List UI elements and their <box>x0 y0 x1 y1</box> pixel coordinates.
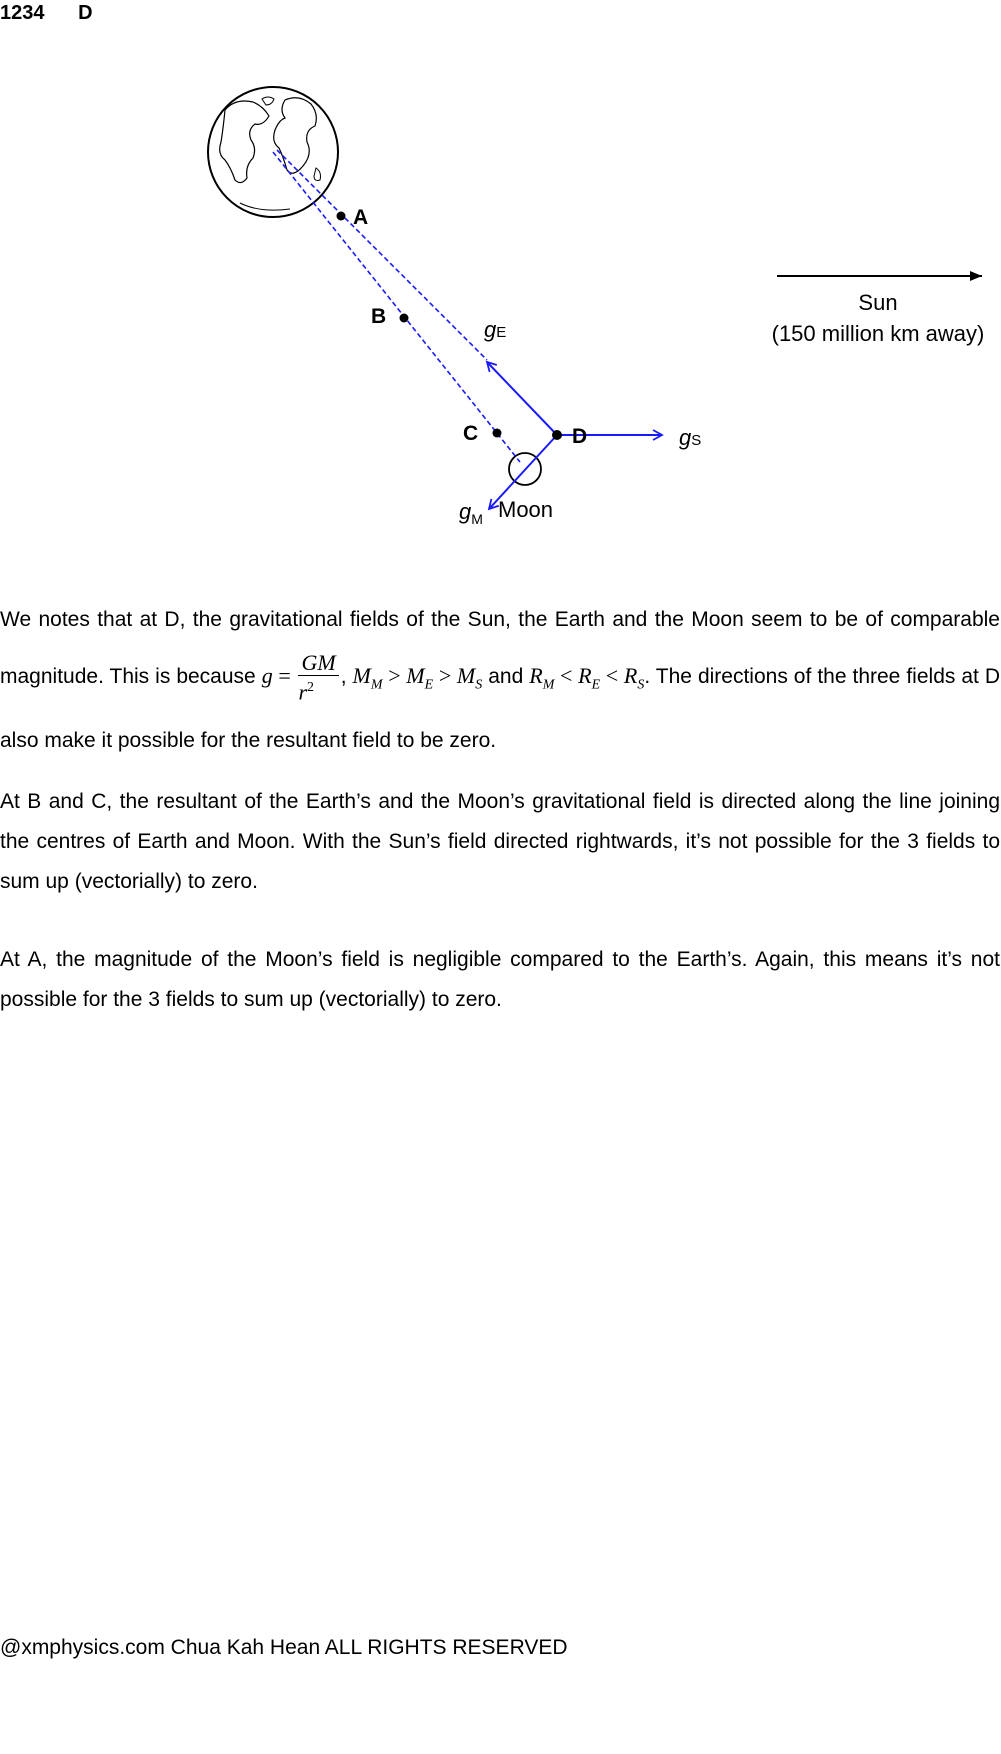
earth-d-dashed-line <box>277 150 487 360</box>
paragraph-at-d: We notes that at D, the gravitational fields of the Sun, the Earth and the Moon seem to be of comparable magnitude. This is because g = $\frac{GM}{r^2}$ , $M_M > M_E > M_S$ and $R_M < R_E < R_S$. The directions of the three fields at D also make it possible for the resultant field to be zero. <box>0 608 1001 753</box>
point-d-label: D <box>572 425 588 448</box>
question-number: 1234 <box>0 2 45 24</box>
gravity-diagram <box>0 60 1001 540</box>
copyright-footer: @xmphysics.com Chua Kah Hean ALL RIGHTS RESERVED <box>0 1636 568 1659</box>
moon-label: Moon <box>498 497 554 522</box>
earth-field-label: gE <box>484 317 507 342</box>
mass-inequality: $M_M > M_E > M_S$ <box>352 663 483 693</box>
paragraph-at-b-c: At B and C, the resultant of the Earth’s and the Moon’s gravitational field is directed along the line joining the centres of Earth and Moon. With the Sun’s field directed rightwards, it’s not possible for the 3 fields to sum up (vectorially) to zero. <box>0 790 1000 893</box>
answer-letter: D <box>78 2 93 24</box>
sun-distance-label: (150 million km away) <box>771 321 985 346</box>
earth-moon-dashed-line <box>273 152 520 462</box>
point-b-label: B <box>371 305 387 328</box>
point-b-dot <box>400 314 409 323</box>
sun-field-label: gS <box>679 425 702 450</box>
point-c-dot <box>493 429 502 438</box>
moon-field-label: $g_M$ <box>459 499 483 527</box>
point-a-dot <box>337 212 346 221</box>
field-equation: g = $\frac{GM}{r^2}$ <box>262 663 341 688</box>
point-c-label: C <box>463 422 479 445</box>
question-header <box>0 2 93 25</box>
radius-inequality: $R_M < R_E < R_S$ <box>529 663 645 693</box>
point-a-label: A <box>353 206 369 229</box>
sun-label: Sun <box>858 290 898 315</box>
paragraph-at-a: At A, the magnitude of the Moon’s field is negligible compared to the Earth’s. Again, this means it’s not possible for the 3 fields to sum up (vectorially) to zero. <box>0 948 1000 1011</box>
point-d-dot <box>552 430 562 440</box>
earth-field-arrow <box>487 362 557 435</box>
